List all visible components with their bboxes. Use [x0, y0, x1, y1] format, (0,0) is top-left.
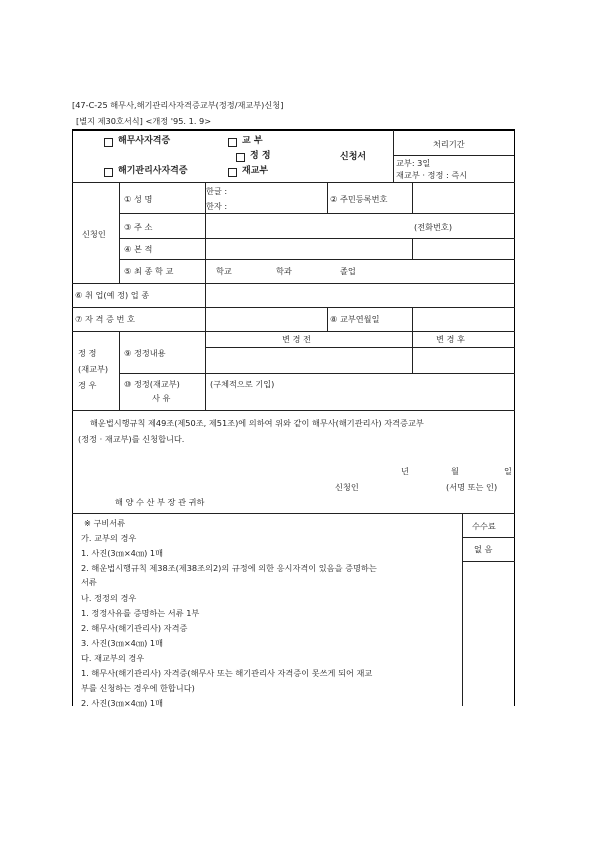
- col-line: [412, 182, 413, 213]
- documents-heading: ※ 구비서류: [84, 518, 126, 528]
- col-line: [119, 182, 120, 283]
- reason-label-1: ⑩ 정정(재교부): [124, 379, 180, 389]
- document-line: 1. 해무사(해기관리사) 자격증(해무사 또는 해기관리사 자격증이 못쓰게 되어 재교: [81, 668, 373, 678]
- col-line: [119, 331, 120, 410]
- content-label: ⑨ 정정내용: [124, 348, 166, 358]
- school-label: ⑤ 최 종 학 교: [124, 266, 174, 276]
- col-line: [412, 307, 413, 331]
- document-line: 2. 사진(3㎝×4㎝) 1매: [81, 698, 163, 708]
- option-correct: 정 정: [250, 151, 271, 161]
- declaration-line2: (정정 · 재교부)를 신청합니다.: [78, 434, 185, 444]
- processing-label: 처리기간: [433, 139, 465, 149]
- col-line: [412, 331, 413, 373]
- checkbox-correct[interactable]: [236, 153, 245, 162]
- document-line: 부를 신청하는 경우에 한합니다): [81, 683, 195, 693]
- hanja-label: 한자 :: [206, 201, 228, 211]
- row-line: [119, 238, 515, 239]
- issue-date-label: ⑧ 교부연월일: [330, 314, 380, 324]
- signature-hint: (서명 또는 인): [446, 482, 498, 492]
- reason-hint: (구체적으로 기입): [210, 379, 275, 389]
- date-day: 일: [504, 466, 512, 476]
- fee-line: [462, 537, 515, 538]
- addressee: 해 양 수 산 부 장 관 귀하: [115, 497, 205, 507]
- document-line: 가. 교부의 경우: [81, 533, 137, 543]
- checkbox-issue[interactable]: [228, 138, 237, 147]
- fee-value: 없 음: [474, 544, 493, 554]
- processing-divider: [393, 130, 394, 182]
- row-line: [72, 513, 515, 514]
- frame-top: [72, 129, 515, 131]
- processing-line: [393, 155, 514, 156]
- fee-label: 수수료: [472, 521, 496, 531]
- row-line: [119, 373, 515, 374]
- document-line: 1. 정정사유를 증명하는 서류 1부: [81, 608, 200, 618]
- row-line: [72, 331, 515, 332]
- checkbox-reissue[interactable]: [228, 168, 237, 177]
- applicant-section-label: 신청인: [82, 229, 106, 239]
- name-label: ① 성 명: [124, 194, 153, 204]
- form-reference: [별지 제30호서식] <개정 '95. 1. 9>: [76, 116, 212, 126]
- correction-section-line1: 정 정: [78, 348, 97, 358]
- fee-line: [462, 561, 515, 562]
- hangul-label: 한글 :: [206, 186, 228, 196]
- frame-right: [514, 129, 515, 706]
- col-line: [327, 307, 328, 331]
- after-header: 변 경 후: [436, 334, 465, 344]
- applicant-sign-label: 신청인: [335, 482, 359, 492]
- document-line: 3. 사진(3㎝×4㎝) 1매: [81, 638, 163, 648]
- document-line: 1. 사진(3㎝×4㎝) 1매: [81, 548, 163, 558]
- row-line: [72, 307, 515, 308]
- option-haegi: 해기관리사자격증: [118, 166, 188, 176]
- correction-section-line2: (재교부): [78, 364, 109, 374]
- checkbox-haegi[interactable]: [104, 168, 113, 177]
- grad-unit: 졸업: [340, 266, 356, 276]
- row-line: [72, 410, 515, 411]
- row-line: [119, 259, 515, 260]
- row-line: [119, 213, 515, 214]
- domicile-label: ④ 본 적: [124, 244, 153, 254]
- document-line: 나. 정정의 경우: [81, 593, 137, 603]
- row-line: [72, 283, 515, 284]
- col-line: [462, 513, 463, 706]
- processing-issue: 교부: 3일: [396, 158, 431, 168]
- rrn-label: ② 주민등록번호: [330, 194, 388, 204]
- correction-section-line3: 경 우: [78, 380, 97, 390]
- col-line: [205, 182, 206, 410]
- document-line: 2. 해무사(해기관리사) 자격증: [81, 623, 188, 633]
- form-title: 신청서: [340, 152, 367, 162]
- processing-other: 재교부 · 정정 : 즉시: [396, 170, 468, 180]
- row-line: [205, 347, 515, 348]
- col-line: [327, 182, 328, 213]
- reason-label-2: 사 유: [152, 393, 171, 403]
- declaration-line1: 해운법시행규칙 제49조(제50조, 제51조)에 의하여 위와 같이 해무사(해기관리사) 자격증교부: [90, 418, 424, 428]
- date-month: 월: [451, 466, 459, 476]
- option-reissue: 재교부: [242, 166, 269, 176]
- school-unit: 학교: [216, 266, 232, 276]
- license-number-label: ⑦ 자 격 증 번 호: [75, 314, 135, 324]
- address-label: ③ 주 소: [124, 222, 153, 232]
- form-code: [47-C-25 해무사,해기관리사자격증교부(정정/재교부)신청]: [72, 100, 284, 110]
- document-line: 2. 해운법시행규칙 제38조(제38조의2)의 규정에 의한 응시자격이 있음을 증명하는: [81, 563, 377, 573]
- frame-left: [72, 129, 73, 706]
- option-issue: 교 부: [242, 136, 263, 146]
- employment-label: ⑥ 취 업(예 정) 업 종: [75, 290, 150, 300]
- row-line: [72, 182, 515, 183]
- dept-unit: 학과: [276, 266, 292, 276]
- document-line: 서류: [81, 577, 97, 587]
- before-header: 변 경 전: [282, 334, 311, 344]
- phone-label: (전화번호): [414, 222, 453, 232]
- option-haemusa: 해무사자격증: [118, 136, 171, 146]
- checkbox-haemusa[interactable]: [104, 138, 113, 147]
- col-line: [412, 238, 413, 259]
- date-year: 년: [401, 466, 409, 476]
- document-line: 다. 재교부의 경우: [81, 653, 145, 663]
